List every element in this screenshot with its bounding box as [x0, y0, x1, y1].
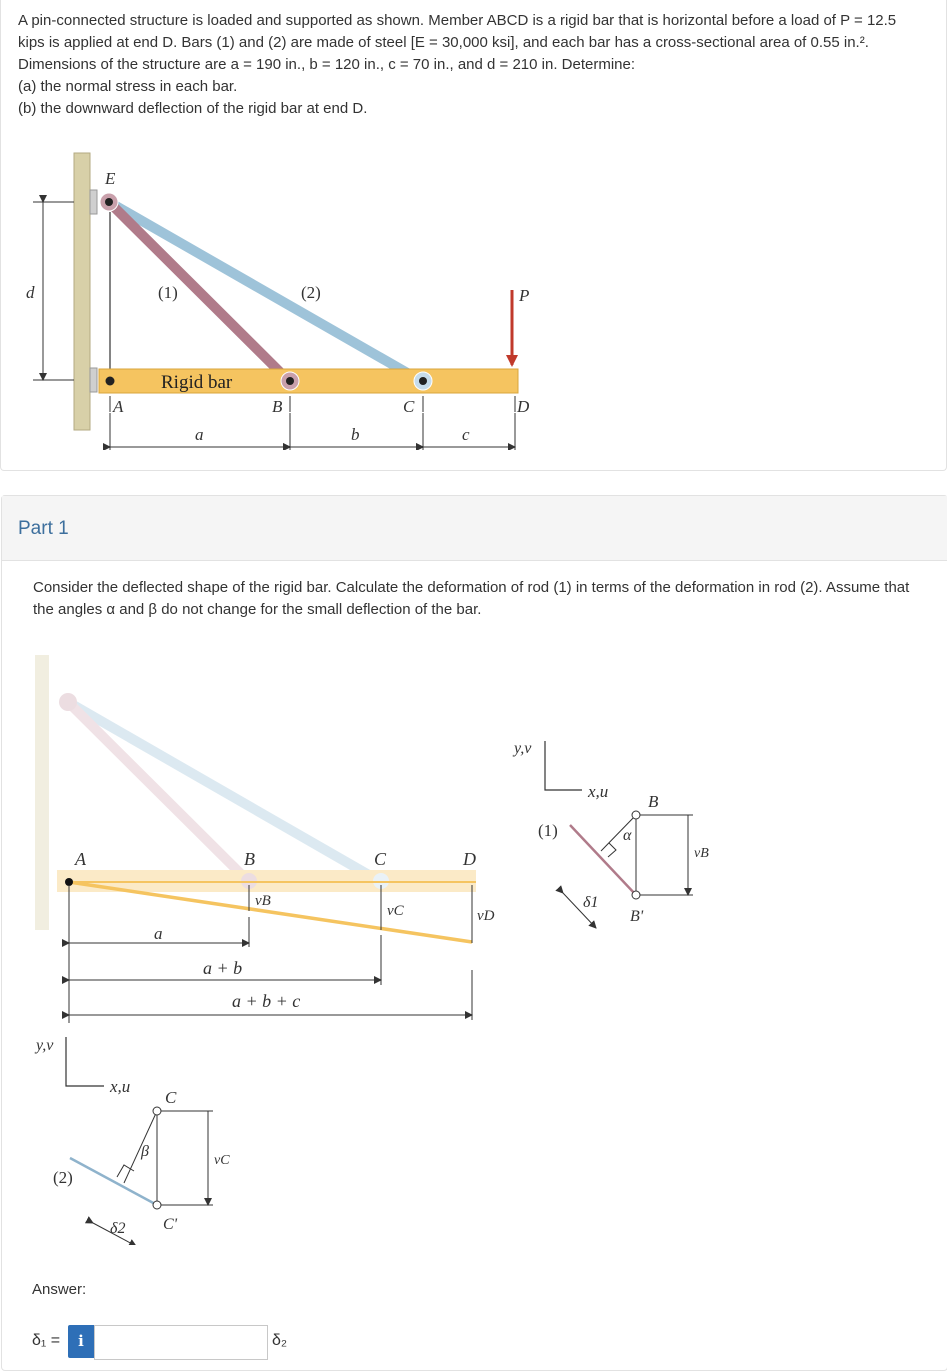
detail-b: [512, 740, 709, 928]
answer-label: Answer:: [32, 1281, 87, 1298]
label-vd: vD: [477, 908, 495, 924]
label-xu-1: x,u: [588, 782, 609, 801]
bar-2-detail: [70, 1158, 157, 1205]
point-b: [632, 811, 640, 819]
label-c-point: C: [403, 397, 415, 416]
part-title: Part 1: [18, 518, 69, 539]
problem-panel: [0, 0, 947, 471]
label-d-point: D: [517, 397, 530, 416]
wall: [74, 153, 90, 430]
label-xu-2: x,u: [110, 1077, 131, 1096]
label-dim-b: b: [351, 425, 360, 444]
pin-a: [106, 377, 115, 386]
part-instruction: Consider the deflected shape of the rigid bar. Calculate the deformation of rod (1) in terms of the deformation in rod (2). Assume that the angles α and β do not change for the small deflection of the bar.: [33, 579, 910, 618]
label-dim-ab: a + b: [203, 958, 243, 978]
point-c-prime: [153, 1201, 161, 1209]
label-alpha: α: [623, 827, 632, 844]
label-d: d: [26, 283, 35, 302]
label-yv-2: y,v: [36, 1037, 54, 1054]
part-header[interactable]: [2, 496, 947, 561]
problem-line-1: A pin-connected structure is loaded and supported as shown. Member ABCD is a rigid bar that is horizontal before a load of P = 12.5: [18, 12, 897, 29]
label-a-2: A: [75, 849, 86, 869]
label-beta: β: [141, 1143, 149, 1160]
label-bar-2-detail: (2): [53, 1168, 73, 1187]
label-b-point: B: [272, 397, 283, 416]
answer-variable: δ₁ =: [32, 1332, 61, 1349]
bracket-a: [90, 368, 97, 392]
right-angle-b: [608, 843, 616, 857]
answer-input[interactable]: [94, 1325, 268, 1360]
pin-b-center: [286, 377, 294, 385]
axes-1: [545, 741, 582, 790]
point-c: [153, 1107, 161, 1115]
axes-2: [66, 1037, 104, 1086]
label-c-prime: C': [163, 1216, 178, 1233]
label-vc: vC: [387, 903, 404, 919]
label-c-detail: C: [165, 1088, 177, 1107]
label-b-detail: B: [648, 792, 659, 811]
label-bar-1: (1): [158, 283, 178, 302]
label-a-point: A: [113, 397, 124, 416]
label-p: P: [519, 286, 530, 305]
problem-line-4: (a) the normal stress in each bar.: [18, 78, 238, 95]
label-dim-a-2: a: [154, 924, 163, 943]
label-b-prime: B': [630, 908, 644, 925]
point-b-prime: [632, 891, 640, 899]
label-d-2: D: [463, 849, 476, 869]
pin-a-2: [65, 878, 73, 886]
label-b-2: B: [244, 849, 255, 869]
label-e: E: [105, 169, 116, 188]
rigid-bar-label: Rigid bar: [161, 372, 233, 393]
deflection-figure: [0, 645, 760, 1245]
label-bar-1-detail: (1): [538, 821, 558, 840]
info-icon[interactable]: i: [68, 1325, 94, 1358]
label-dim-abc: a + b + c: [232, 991, 301, 1011]
problem-line-2: kips is applied at end D. Bars (1) and (2) are made of steel [E = 30,000 ksi], and each bar has a cross-sectional area of 0.55 in.².: [18, 34, 869, 51]
problem-line-5: (b) the downward deflection of the rigid bar at end D.: [18, 100, 368, 117]
label-vb-detail: vB: [694, 846, 709, 861]
label-bar-2: (2): [301, 283, 321, 302]
detail-c: [34, 1037, 230, 1245]
answer-unit: δ₂: [272, 1332, 288, 1349]
problem-statement: [18, 10, 938, 120]
structure-figure: [1, 130, 561, 450]
label-c-2: C: [374, 849, 387, 869]
label-yv-1: y,v: [514, 740, 532, 757]
faded-structure: [35, 655, 476, 930]
bracket-e: [90, 190, 97, 214]
label-dim-a: a: [195, 425, 204, 444]
label-delta2: δ2: [110, 1220, 126, 1237]
pin-e-center: [105, 198, 113, 206]
label-dim-c: c: [462, 425, 470, 444]
problem-line-3: Dimensions of the structure are a = 190 in., b = 120 in., c = 70 in., and d = 210 in. Determine:: [18, 56, 636, 73]
pin-c-center: [419, 377, 427, 385]
label-vb: vB: [255, 893, 271, 909]
label-vc-detail: vC: [214, 1153, 230, 1168]
label-delta1: δ1: [583, 894, 599, 911]
